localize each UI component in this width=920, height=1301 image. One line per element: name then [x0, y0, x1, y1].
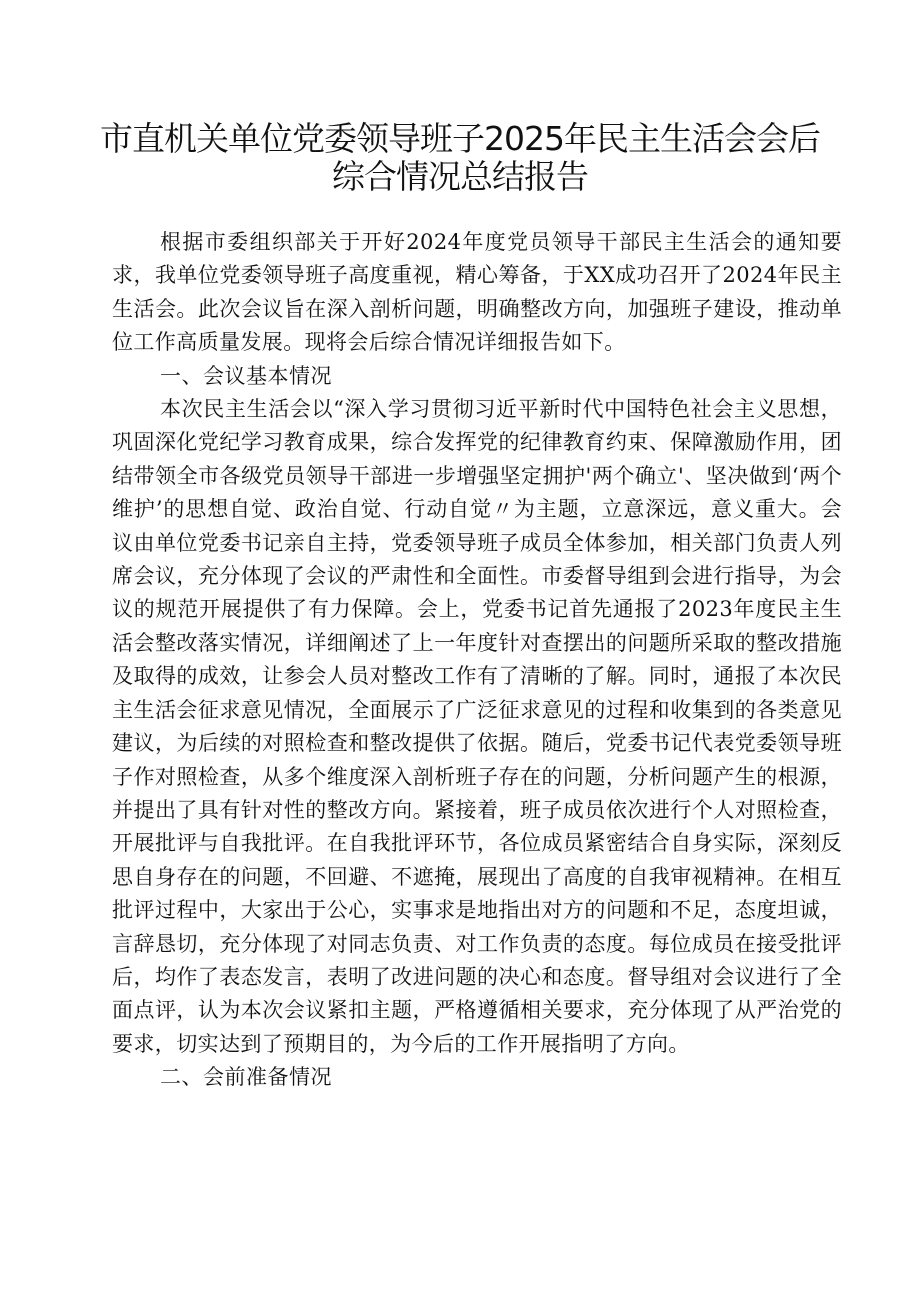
- document-body: [112, 226, 842, 1095]
- section-1-heading: 一、会议基本情况: [160, 363, 332, 388]
- section-2-heading: 二、会前准备情况: [160, 1065, 332, 1090]
- section-1-paragraph: 本次民主生活会以“深入学习贯彻习近平新时代中国特色社会主义思想，巩固深化党纪学习教育成果，综合发挥党的纪律教育约束、保障激励作用，团结带领全市各级党员领导干部进一步增强坚定拥护'两个确立'、坚决做到‘两个维护’的思想自觉、政治自觉、行动自觉〃为主题，立意深远，意义重大。会议由单位党委书记亲自主持，党委领导班子成员全体参加，相关部门负责人列席会议，充分体现了会议的严肃性和全面性。市委督导组到会进行指导，为会议的规范开展提供了有力保障。会上，党委书记首先通报了2023年度民主生活会整改落实情况，详细阐述了上一年度针对查摆出的问题所采取的整改措施及取得的成效，让参会人员对整改工作有了清晰的了解。同时，通报了本次民主生活会征求意见情况，全面展示了广泛征求意见的过程和收集到的各类意见建议，为后续的对照检查和整改提供了依据。随后，党委书记代表党委领导班子作对照检查，从多个维度深入剖析班子存在的问题，分析问题产生的根源，并提出了具有针对性的整改方向。紧接着，班子成员依次进行个人对照检查，开展批评与自我批评。在自我批评环节，各位成员紧密结合自身实际，深刻反思自身存在的问题，不回避、不遮掩，展现出了高度的自我审视精神。在相互批评过程中，大家出于公心，实事求是地指出对方的问题和不足，态度坦诚，言辞恳切，充分体现了对同志负责、对工作负责的态度。每位成员在接受批评后，均作了表态发言，表明了改进问题的决心和态度。督导组对会议进行了全面点评，认为本次会议紧扣主题，严格遵循相关要求，充分体现了从严治党的要求，切实达到了预期目的，为今后的工作开展指明了方向。: [112, 397, 842, 1056]
- document-title-line-1: 市直机关单位党委领导班子2025年民主生活会会后: [100, 119, 820, 158]
- intro-paragraph: 根据市委组织部关于开好2024年度党员领导干部民主生活会的通知要求，我单位党委领导班子高度重视，精心筹备，于XX成功召开了2024年民主生活会。此次会议旨在深入剖析问题，明确整改方向，加强班子建设，推动单位工作高质量发展。现将会后综合情况详细报告如下。: [112, 230, 842, 355]
- document-title-line-2: 综合情况总结报告: [332, 157, 588, 196]
- document-title: [80, 120, 840, 196]
